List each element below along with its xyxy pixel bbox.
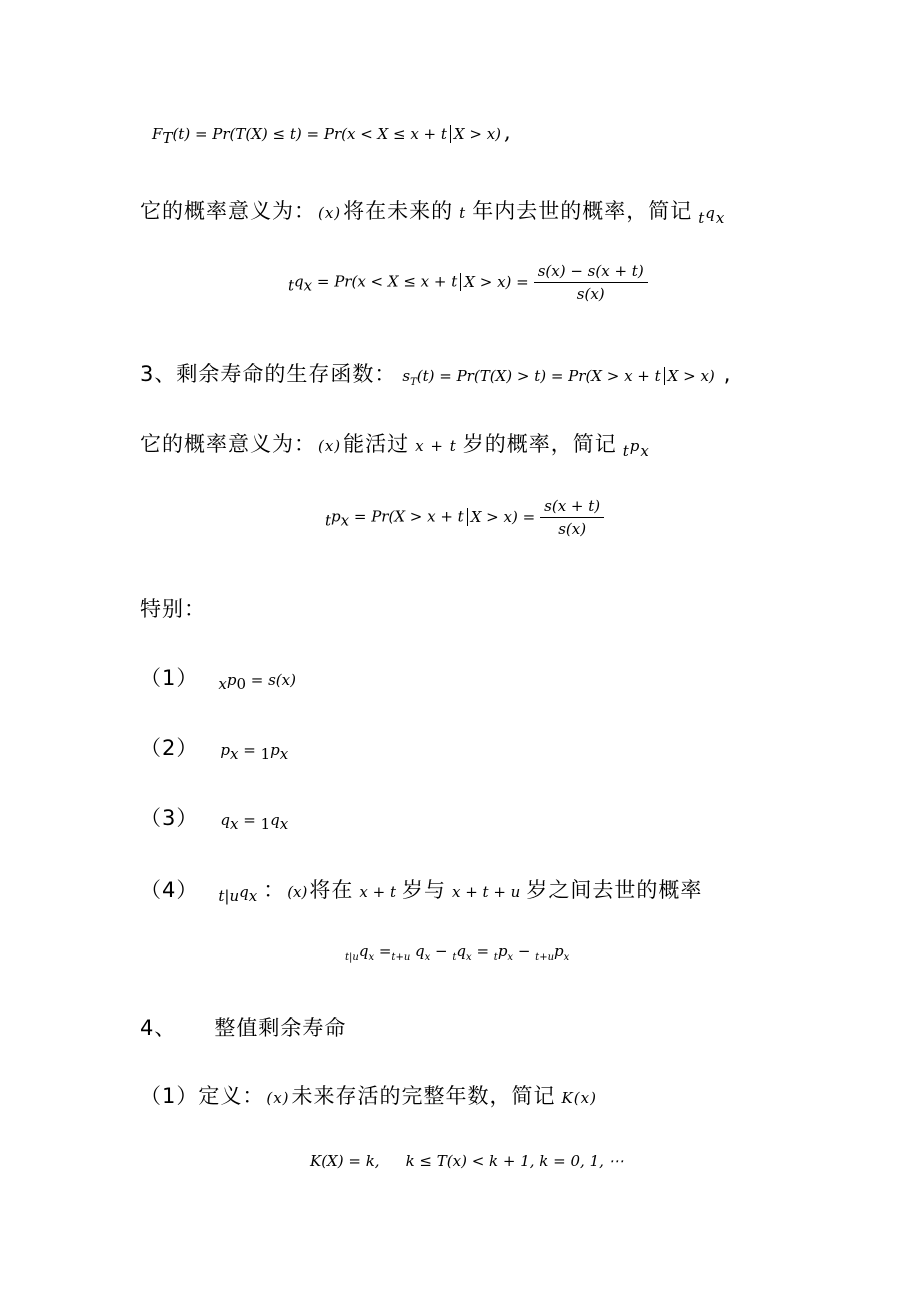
cdf-body: (t) = Pr(T(X) ≤ t) = Pr(x < X ≤ x + t [172,125,447,143]
pre: t [325,511,332,530]
p2: p [270,741,280,759]
definition [140,1080,603,1110]
def-label: （1）定义： [140,1084,265,1108]
K-eq-right: k ≤ T(x) < k + 1, k = 0, 1, ⋯ [405,1152,624,1170]
sub: x [248,887,258,906]
p: p [629,437,641,455]
item-3 [140,802,294,833]
numerator: s(x) − s(x + t) [534,262,648,283]
item-label: （1） [140,666,199,690]
section-title: 整值剩余寿命 [214,1016,347,1040]
sub: x [303,276,313,295]
body: = Pr(X > x + t [349,507,464,526]
x-symbol: (x) [266,1089,290,1107]
s: s [402,367,411,385]
sub: x [340,511,350,530]
pre: 1 [260,815,271,834]
p: p [226,671,237,689]
text: 能活过 [343,432,410,456]
q: q [220,811,230,829]
eq: = [238,811,261,829]
section-4 [140,1012,346,1042]
trail: , [723,362,732,386]
text: 它的概率意义为： [140,432,316,456]
item-4 [140,874,702,905]
item-formula [220,810,288,833]
condition: X > x) [664,367,715,385]
item-label: （4） [140,878,199,902]
item-symbol [218,882,257,905]
denominator: s(x) [576,285,605,303]
pre: t [288,276,295,295]
condition: X > x) = [467,508,535,526]
denominator: s(x) [558,520,587,538]
item-formula [220,740,288,763]
pre: t|u [218,887,240,906]
q: q [239,883,249,901]
item-label: （2） [140,736,199,760]
formula-cdf [152,120,512,147]
fraction [534,262,648,303]
item-1 [140,662,302,693]
x-symbol: (x) [318,204,342,222]
formula-K [310,1152,624,1170]
survival-formula [402,367,717,388]
item-label: （3） [140,806,199,830]
colon: ： [263,878,286,902]
text: 岁之间去世的概率 [526,878,703,902]
sub: x [229,815,239,834]
body: (t) = Pr(T(X) > t) = Pr(X > x + t [416,367,661,385]
sub: x [229,745,239,764]
q2: q [270,811,280,829]
sub: 0 [236,675,246,694]
p: p [331,507,341,526]
item-formula [218,670,296,693]
text: 将在未来的 [343,199,454,223]
special-label: 特别： [140,597,206,621]
sub: x [715,209,726,228]
xt-symbol: x + t [415,437,457,455]
cdf-sub: T [162,129,173,147]
section-3-title: 3、剩余寿命的生存函数： [140,362,397,386]
body: = s(x) [246,671,296,689]
cdf-condition: X > x) [450,125,501,143]
sub2: x [279,745,289,764]
text: 将在 [309,878,354,902]
special-heading [140,593,206,623]
xtu-symbol: x + t + u [451,883,521,901]
tpx-symbol [623,432,650,460]
text: 岁的概率，简记 [462,432,617,456]
condition: X > x) = [460,273,528,291]
paragraph-survive-prob [140,428,656,460]
section-3 [140,358,731,388]
xt-symbol: x + t [359,883,396,901]
text: 它的概率意义为： [140,199,316,223]
formula-tuqx: $_{t|u}q_x =_{t+u}$ $q_x - _tq_x = _tp_x - _{t+u}p_x$ [345,942,570,963]
text: 年内去世的概率，简记 [472,199,693,223]
x-symbol: (x) [318,437,342,455]
sub: x [640,442,650,461]
sub: T [410,377,417,388]
item-2 [140,732,294,763]
x-symbol: (x) [287,883,308,901]
q: q [705,204,716,222]
K-symbol: K(x) [561,1089,597,1107]
text: 未来存活的完整年数，简记 [291,1084,556,1108]
pre: x [218,675,227,694]
cdf-symbol: F [152,125,163,143]
pre: 1 [260,745,271,764]
text: 岁与 [401,878,446,902]
tqx-symbol [698,199,725,227]
body: = Pr(x < X ≤ x + t [312,272,458,291]
paragraph-death-prob [140,195,731,227]
formula-tqx [288,262,650,303]
section-number: 4、 [140,1016,177,1040]
p: p [220,741,230,759]
eq: = [238,741,261,759]
cdf-trail: , [504,120,512,144]
formula-tpx [325,497,606,538]
fraction [540,497,604,538]
sub2: x [279,815,289,834]
pre: t [622,442,630,461]
t-symbol: t [459,204,467,222]
numerator: s(x + t) [540,497,604,518]
q: q [294,272,304,291]
K-eq-left: K(X) = k, [310,1152,380,1170]
pre: t [698,209,706,228]
